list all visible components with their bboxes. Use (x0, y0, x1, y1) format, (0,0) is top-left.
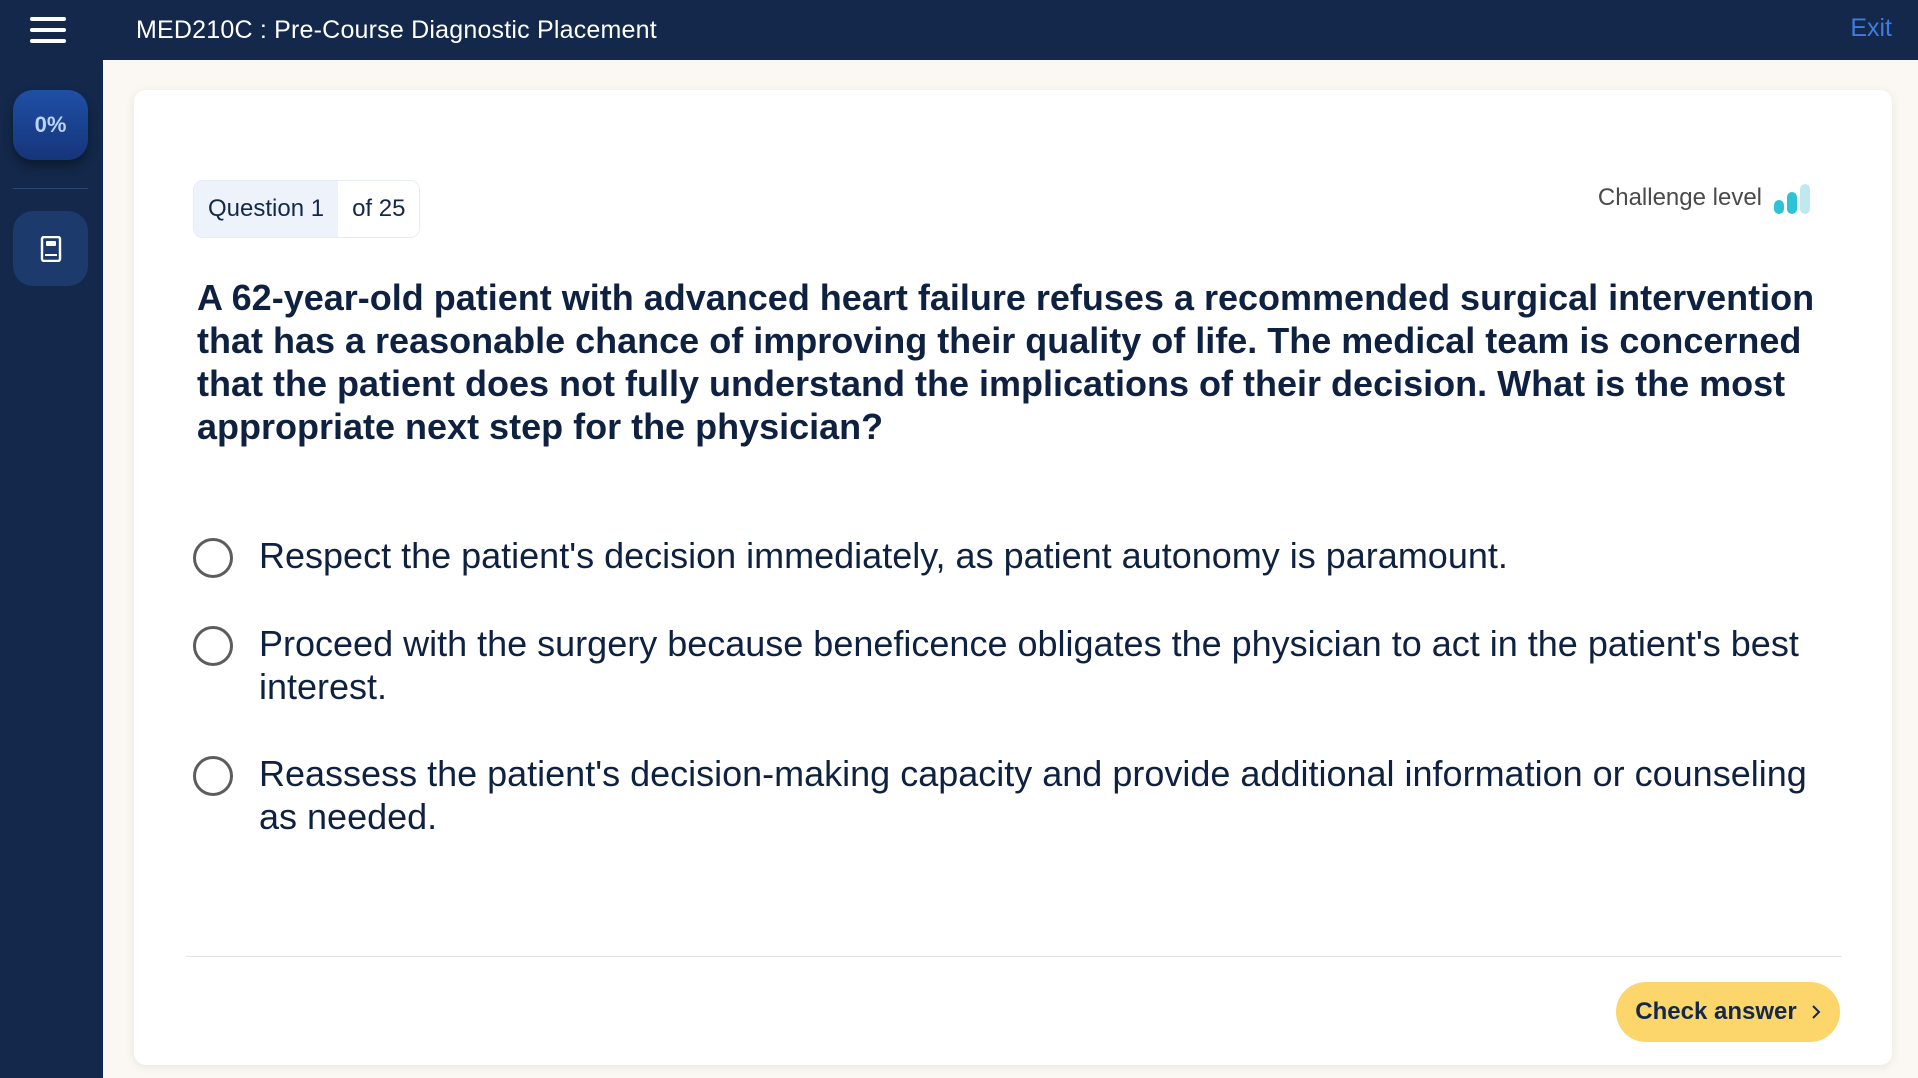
menu-line (30, 17, 66, 21)
question-text: A 62-year-old patient with advanced heart failure refuses a recommended surgical intervention that has a reasonable chance of improving their quality of life. The medical team is concerned that the patient does not fully understand the implications of their decision. What is the most appropriate next step for the physician? (197, 277, 1815, 447)
answer-options (193, 534, 1833, 882)
question-total: of 25 (338, 181, 419, 237)
sidebar (0, 60, 103, 1078)
question-counter (193, 180, 420, 238)
check-answer-label: Check answer (1635, 998, 1797, 1025)
question-card (134, 90, 1892, 1065)
challenge-level-icon (1774, 182, 1810, 214)
answer-option-text: Reassess the patient's decision-making capacity and provide additional information or counseling as needed. (259, 753, 1807, 837)
question-number: Question 1 (194, 181, 338, 237)
radio-button[interactable] (193, 538, 233, 578)
challenge-bar (1774, 200, 1784, 214)
hamburger-icon[interactable] (30, 12, 74, 48)
answer-option-text: Proceed with the surgery because beneficence obligates the physician to act in the patient's best interest. (259, 623, 1799, 707)
exit-link[interactable]: Exit (1850, 14, 1892, 42)
challenge-bar (1787, 192, 1797, 214)
footer-divider (186, 956, 1842, 957)
challenge-level (1598, 182, 1810, 214)
sidebar-divider (13, 188, 88, 189)
answer-option[interactable] (193, 752, 1833, 838)
radio-button[interactable] (193, 756, 233, 796)
menu-line (30, 39, 66, 43)
challenge-bar (1800, 184, 1810, 214)
book-button[interactable] (13, 211, 88, 286)
menu-line (30, 28, 66, 32)
book-icon (40, 236, 62, 262)
challenge-label: Challenge level (1597, 184, 1762, 211)
main-area (103, 60, 1918, 1078)
progress-badge[interactable]: 0% (13, 90, 88, 160)
answer-option[interactable] (193, 534, 1833, 578)
radio-button[interactable] (193, 626, 233, 666)
answer-option[interactable] (193, 622, 1833, 708)
chevron-right-icon (1811, 1004, 1821, 1020)
top-bar (0, 0, 1918, 60)
answer-option-text: Respect the patient's decision immediately, as patient autonomy is paramount. (259, 535, 1508, 576)
page-title: MED210C : Pre-Course Diagnostic Placement (136, 16, 657, 44)
check-answer-button[interactable] (1616, 982, 1840, 1042)
